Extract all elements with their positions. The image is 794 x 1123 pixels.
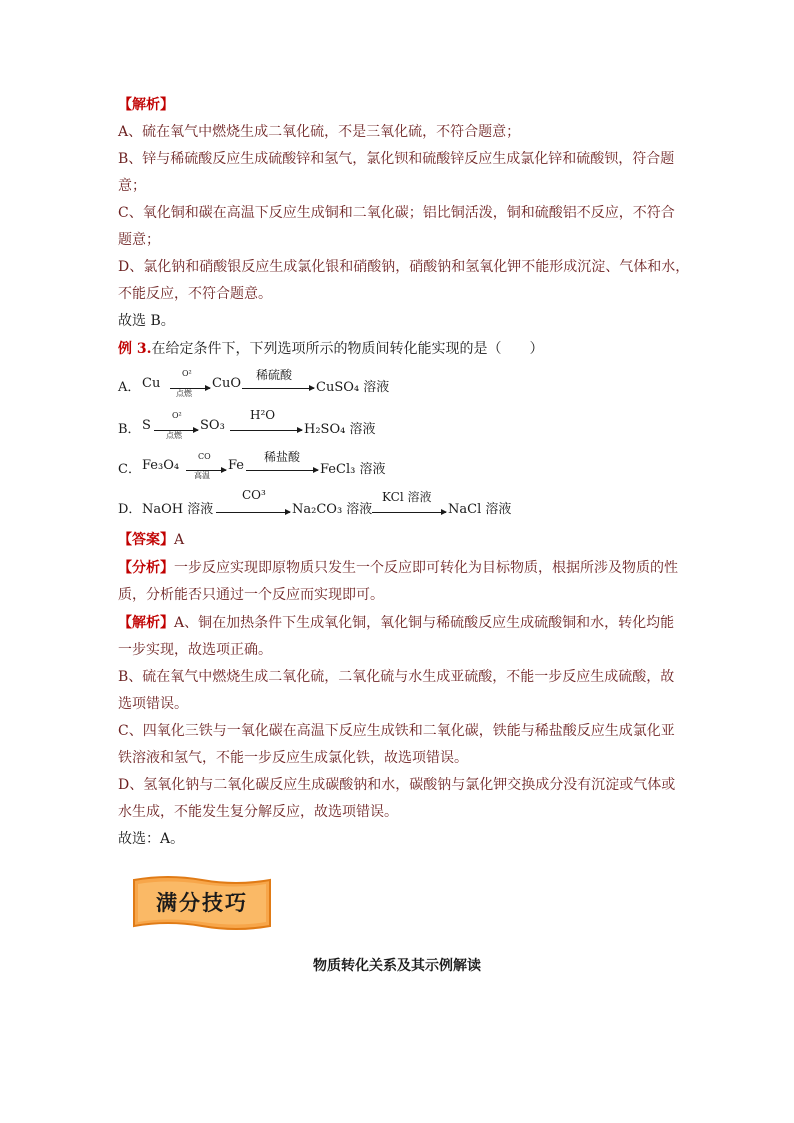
analysis2-conclusion: 故选：A。	[118, 831, 185, 847]
analysis-note-line	[118, 555, 688, 581]
condition-top: O²	[182, 369, 192, 378]
option-a	[118, 368, 518, 398]
reaction-arrow	[216, 512, 290, 513]
example-question	[118, 336, 688, 362]
banner-title: 满分技巧	[156, 891, 248, 915]
reagent: KCl 溶液	[382, 490, 432, 504]
substance: Fe	[228, 458, 245, 473]
option-letter: A．	[118, 380, 141, 395]
option-b	[118, 410, 518, 440]
analysis2-line: 选项错误。	[118, 696, 188, 712]
analysis2-line: D、氢氧化钠与二氧化碳反应生成碳酸钠和水，碳酸钠与氯化钾交换成分没有沉淀或气体或	[118, 777, 676, 793]
substance: Cu	[142, 376, 161, 391]
section-heading: 物质转化关系及其示例解读	[313, 958, 481, 974]
analysis-line: C、氧化铜和碳在高温下反应生成铜和二氧化碳；铝比铜活泼，铜和硫酸铝不反应，不符合	[118, 205, 675, 221]
option-c	[118, 450, 518, 480]
condition-bottom: 高温	[194, 471, 210, 480]
analysis2-line: 水生成，不能发生复分解反应，故选项错误。	[118, 804, 398, 820]
product: FeCl₃ 溶液	[320, 462, 386, 477]
answer-value: A	[174, 532, 185, 548]
reaction-arrow	[372, 512, 446, 513]
option-letter: B．	[118, 422, 141, 437]
analysis-line: 意；	[118, 178, 146, 194]
reagent: 稀盐酸	[264, 450, 301, 464]
analysis-line: B、锌与稀硫酸反应生成硫酸锌和氢气，氯化钡和硫酸锌反应生成氯化锌和硫酸钡，符合题	[118, 151, 675, 167]
condition-bottom: 点燃	[176, 389, 192, 398]
analysis-note-line: 质，分析能否只通过一个反应而实现即可。	[118, 587, 384, 603]
reagent: H²O	[250, 408, 276, 422]
example-label: 例 3.	[118, 341, 152, 357]
option-d	[118, 490, 558, 520]
analysis2-line	[118, 610, 688, 636]
substance: Fe₃O₄	[142, 458, 180, 473]
analysis2-line: 一步实现，故选项正确。	[118, 642, 272, 658]
reaction-arrow	[242, 388, 314, 389]
product: H₂SO₄ 溶液	[304, 422, 376, 437]
substance: CuO	[212, 376, 241, 391]
analysis-conclusion: 故选 B。	[118, 313, 175, 329]
product: NaCl 溶液	[448, 502, 512, 517]
analysis2-line: C、四氧化三铁与一氧化碳在高温下反应生成铁和二氧化碳，铁能与稀盐酸反应生成氯化亚	[118, 723, 675, 739]
analysis-note-label: 【分析】	[118, 560, 174, 576]
option-letter: D．	[118, 502, 142, 517]
example-question-text: 在给定条件下，下列选项所示的物质间转化能实现的是（ ）	[151, 341, 544, 357]
substance: Na₂CO₃ 溶液	[292, 502, 373, 517]
answer-line	[118, 527, 688, 553]
product: CuSO₄ 溶液	[316, 380, 390, 395]
reagent: CO³	[242, 488, 266, 502]
analysis2-line: B、硫在氧气中燃烧生成二氧化硫，二氧化硫与水生成亚硫酸，不能一步反应生成硫酸，故	[118, 669, 675, 685]
analysis2-text: A、铜在加热条件下生成氧化铜，氧化铜与稀硫酸反应生成硫酸铜和水，转化均能	[174, 615, 675, 631]
analysis-line: D、氯化钠和硝酸银反应生成氯化银和硝酸钠，硝酸钠和氢氧化钾不能形成沉淀、气体和水，	[118, 259, 690, 275]
substance: SO₃	[200, 418, 225, 433]
analysis-line: 题意；	[118, 232, 160, 248]
answer-label: 【答案】	[118, 532, 174, 548]
reaction-arrow	[246, 470, 318, 471]
analysis-note-text: 一步反应实现即原物质只发生一个反应即可转化为目标物质，根据所涉及物质的性	[174, 560, 678, 576]
analysis-line: A、硫在氧气中燃烧生成二氧化硫，不是三氧化硫，不符合题意；	[118, 124, 521, 140]
analysis2-line: 铁溶液和氢气，不能一步反应生成氯化铁，故选项错误。	[118, 750, 468, 766]
analysis-title: 【解析】	[118, 97, 174, 113]
condition-top: O²	[172, 411, 182, 420]
option-letter: C．	[118, 462, 141, 477]
condition-bottom: 点燃	[166, 431, 182, 440]
analysis2-label: 【解析】	[118, 615, 174, 631]
reagent: 稀硫酸	[256, 368, 293, 382]
condition-top: CO	[198, 452, 211, 461]
substance: NaOH 溶液	[142, 502, 214, 517]
reaction-arrow	[230, 430, 302, 431]
analysis-line: 不能反应，不符合题意。	[118, 286, 272, 302]
substance: S	[142, 418, 151, 433]
